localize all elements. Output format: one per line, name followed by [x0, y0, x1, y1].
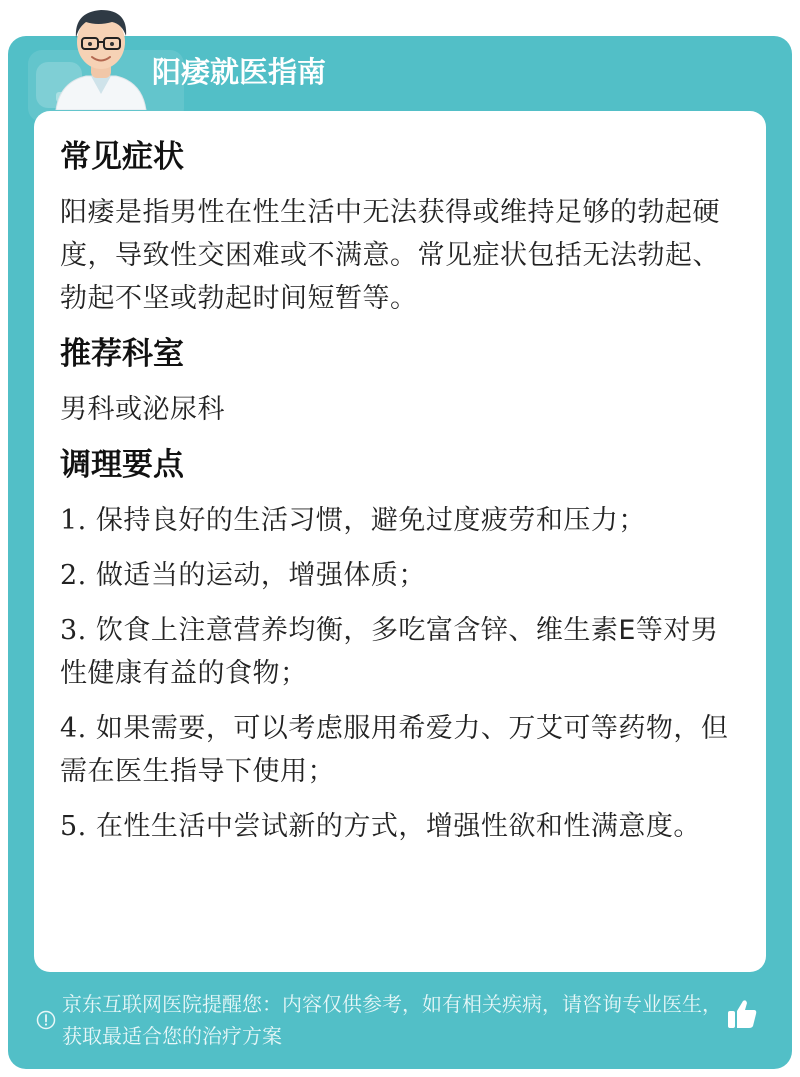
page-title: 阳痿就医指南	[152, 55, 327, 89]
list-item	[60, 805, 740, 848]
list-item-text: 在性生活中尝试新的方式，增强性欲和性满意度。	[95, 811, 701, 842]
list-item	[60, 707, 740, 793]
list-item	[60, 554, 740, 597]
thumbs-up-icon[interactable]	[724, 996, 760, 1032]
department-text: 男科或泌尿科	[60, 394, 225, 425]
list-item	[60, 499, 740, 542]
care-heading: 调理要点	[60, 447, 184, 483]
list-item-text: 保持良好的生活习惯，避免过度疲劳和压力；	[95, 505, 646, 536]
list-item-text: 如果需要，可以考虑服用希爱力、万艾可等药物，但需在医生指导下使用；	[60, 713, 729, 787]
list-item	[60, 609, 740, 695]
list-item-number: 2.	[60, 560, 87, 591]
symptoms-text: 阳痿是指男性在性生活中无法获得或维持足够的勃起硬度，导致性交困难或不满意。常见症状包括无法勃起、勃起不坚或勃起时间短暂等。	[60, 197, 720, 314]
disclaimer-text: 京东互联网医院提醒您：内容仅供参考，如有相关疾病，请咨询专业医生，获取最适合您的治疗方案	[62, 992, 722, 1048]
list-item-number: 5.	[60, 811, 87, 842]
info-icon	[36, 1010, 56, 1030]
content-card	[34, 111, 766, 972]
list-item-number: 4.	[60, 713, 87, 744]
symptoms-heading: 常见症状	[60, 139, 184, 175]
list-item-number: 1.	[60, 505, 87, 536]
list-item-number: 3.	[60, 615, 87, 646]
list-item-text: 饮食上注意营养均衡，多吃富含锌、维生素E等对男性健康有益的食物；	[60, 615, 719, 689]
list-item-text: 做适当的运动，增强体质；	[95, 560, 426, 591]
doctor-avatar-icon	[46, 2, 156, 110]
department-heading: 推荐科室	[60, 336, 184, 372]
